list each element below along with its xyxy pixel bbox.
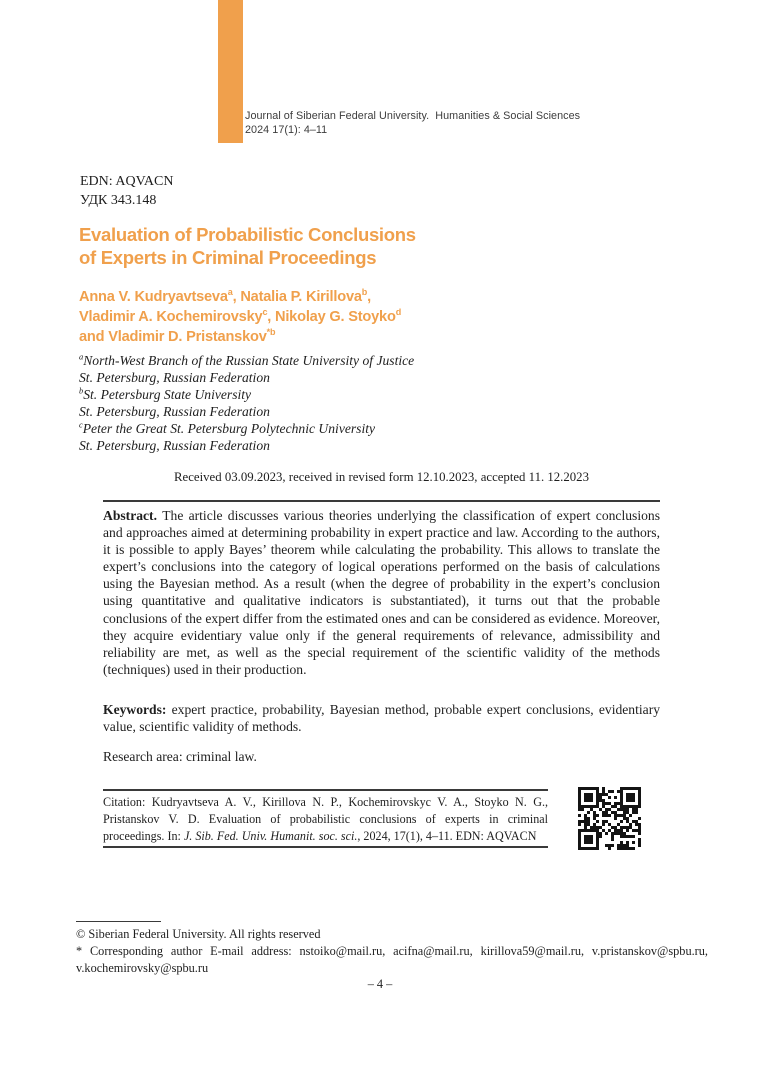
- footer: [76, 926, 708, 977]
- article-title: [79, 224, 416, 269]
- qr-code: [578, 787, 644, 853]
- journal-issue-info: 2024 17(1): 4–11: [245, 124, 328, 136]
- affiliation-line: St. Petersburg, Russian Federation: [79, 370, 270, 385]
- affiliation-line: St. Petersburg, Russian Federation: [79, 404, 270, 419]
- received-dates: Received 03.09.2023, received in revised form 12.10.2023, accepted 11. 12.2023: [174, 470, 589, 484]
- affiliation-line: $^b$St. Petersburg State University: [79, 385, 252, 402]
- keywords: Keywords: expert practice, probability, Bayesian method, probable expert conclusions, evidentiary value, scientific validity of methods.: [103, 702, 661, 735]
- author-list: [79, 287, 401, 347]
- abstract-top-divider: [103, 500, 660, 502]
- edn-code: EDN: AQVACN: [80, 174, 174, 189]
- title-line-2: of Experts in Criminal Proceedings: [79, 246, 377, 268]
- citation: Citation: Kudryavtseva A. V., Kirillova N. P., Kochemirovskyc V. A., Stoyko N. G., Pristanskov V. D. Evaluation of probabilistic conclusions of experts in criminal proceedings. In: J. Sib. Fed. Univ. Humanit. soc. sci., 2024, 17(1), 4–11. EDN: AQVACN: [103, 795, 548, 843]
- corresponding-author-line: * Corresponding author E-mail address: nstoiko@mail.ru, acifna@mail.ru, kirillova59@mail.ru, v.pristanskov@spbu.ru, v.kochemirovsky@spbu.ru: [76, 944, 708, 975]
- citation-bottom-divider: [103, 846, 548, 848]
- journal-header: [245, 109, 580, 137]
- article-identifiers: [80, 172, 173, 210]
- author-line: Anna V. Kudryavtseva$^a$, Natalia P. Kirillova$^b$,: [79, 287, 371, 305]
- journal-name: Journal of Siberian Federal University. Humanities & Social Sciences: [245, 110, 581, 122]
- udk-code: УДК 343.148: [80, 193, 157, 208]
- author-line: and Vladimir D. Pristanskov$^{*b}$: [79, 327, 276, 345]
- affiliation-line: St. Petersburg, Russian Federation: [79, 438, 270, 453]
- citation-top-divider: [103, 789, 548, 791]
- footnote-divider: [76, 921, 161, 922]
- journal-accent-bar: [218, 0, 243, 143]
- affiliation-line: $^a$North-West Branch of the Russian State University of Justice: [79, 351, 415, 368]
- author-line: Vladimir A. Kochemirovsky$^c$, Nikolay G. Stoyko$^d$: [79, 307, 402, 325]
- research-area: Research area: criminal law.: [103, 749, 257, 764]
- affiliations: [79, 352, 414, 454]
- page-number: – 4 –: [367, 977, 393, 991]
- copyright-line: © Siberian Federal University. All rights reserved: [76, 927, 321, 941]
- title-line-1: Evaluation of Probabilistic Conclusions: [79, 224, 416, 245]
- abstract: Abstract. The article discusses various theories underlying the classification of expert conclusions and approaches aimed at determining probability in expert practice and law. According to the authors, it is possible to apply Bayes’ theorem while calculating the probability. This allows to translate the expert’s conclusions into the category of logical operations performed on the basis of calculations using the Bayesian method. As a result (when the degree of probability in the expert’s conclusion using quantitative and qualitative indicators is substantiated), it turns out that the probable conclusions of the expert differ from the estimated ones and can be considered as evidence. Moreover, they acquire evidentiary value only if the general requirements of relevance, admissibility and reliability are met, as well as the special requirement of the scientific validity of the methods (techniques) used in their production.: [103, 508, 660, 677]
- affiliation-line: $^c$Peter the Great St. Petersburg Polytechnic University: [79, 419, 376, 436]
